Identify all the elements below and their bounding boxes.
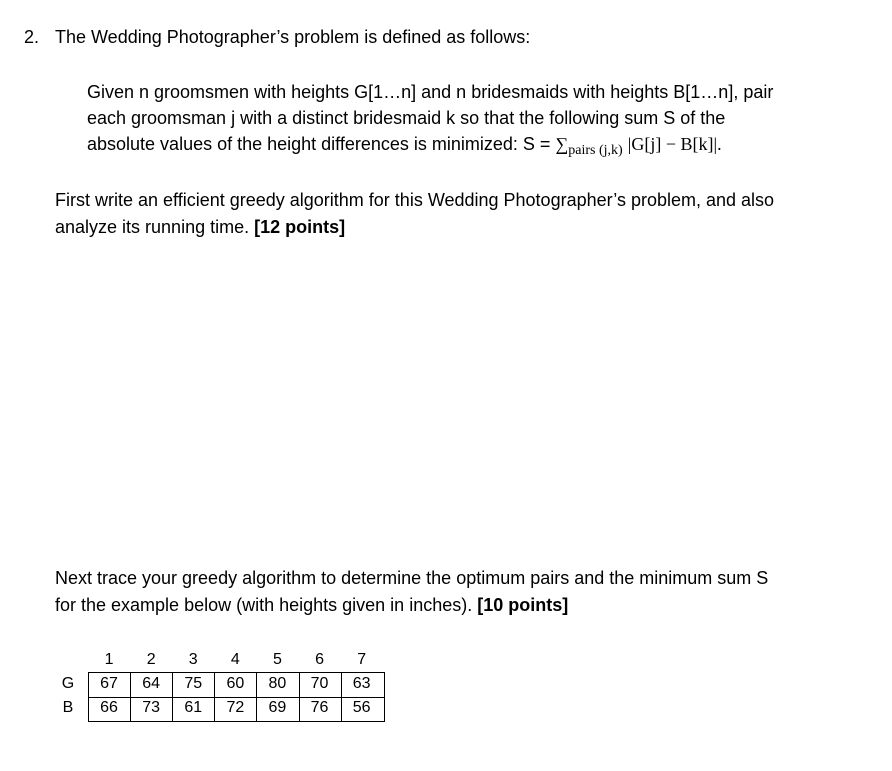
table-cell: 66: [100, 699, 118, 716]
part2-line-1: Next trace your greedy algorithm to determine the optimum pairs and the minimum sum S: [55, 568, 769, 588]
table-cell: 70: [310, 675, 329, 692]
row-label: G: [61, 675, 75, 692]
column-header: 3: [188, 651, 198, 668]
table-cell: 76: [310, 699, 329, 716]
sigma-subscript: pairs (j,k): [568, 143, 623, 158]
definition-line-2: each groomsman j with a distinct bridesmaid k so that the following sum S of the: [87, 108, 726, 128]
table-cell: 67: [100, 675, 118, 692]
formula: |G[j] − B[k]|.: [627, 134, 722, 154]
sigma-symbol: ∑: [555, 134, 569, 154]
table-cell: 64: [142, 675, 161, 692]
question-number: 2.: [24, 27, 40, 47]
column-header: 7: [357, 651, 367, 668]
definition-line-3: [87, 134, 877, 158]
part1-line-2-text: analyze its running time.: [55, 217, 255, 237]
table-cell: 75: [184, 675, 203, 692]
table-cell: 61: [184, 699, 203, 716]
table-cell: 73: [142, 699, 161, 716]
part1-line-1: First write an efficient greedy algorithm for this Wedding Photographer’s problem, and also: [55, 190, 775, 210]
table-column-divider: [341, 673, 342, 721]
table-cell: 69: [268, 699, 287, 716]
table-cell: 60: [226, 675, 245, 692]
row-label: B: [62, 699, 74, 716]
part1-line-2: [55, 217, 345, 238]
table-cell: 56: [352, 699, 371, 716]
part2-points: [10 points]: [477, 595, 569, 615]
column-header: 2: [146, 651, 156, 668]
table-column-divider: [256, 673, 257, 721]
column-header: 4: [230, 651, 240, 668]
table-cell: 80: [268, 675, 287, 692]
column-header: 1: [104, 651, 114, 668]
table-cell: 72: [226, 699, 245, 716]
table-column-divider: [299, 673, 300, 721]
part2-line-2-text: for the example below (with heights given in inches).: [55, 595, 478, 615]
column-header: 5: [272, 651, 282, 668]
part1-points: [12 points]: [254, 217, 346, 237]
table-grid: [88, 672, 385, 722]
table-cell: 63: [352, 675, 371, 692]
column-header: 6: [315, 651, 324, 668]
table-column-divider: [130, 673, 131, 721]
table-column-divider: [214, 673, 215, 721]
question-title: The Wedding Photographer’s problem is defined as follows:: [55, 27, 531, 47]
part2-line-2: [55, 595, 568, 616]
definition-line-3-text: absolute values of the height differences is minimized: S =: [87, 134, 556, 154]
table-column-divider: [172, 673, 173, 721]
definition-line-1: Given n groomsmen with heights G[1…n] and n bridesmaids with heights B[1…n], pair: [87, 82, 774, 102]
